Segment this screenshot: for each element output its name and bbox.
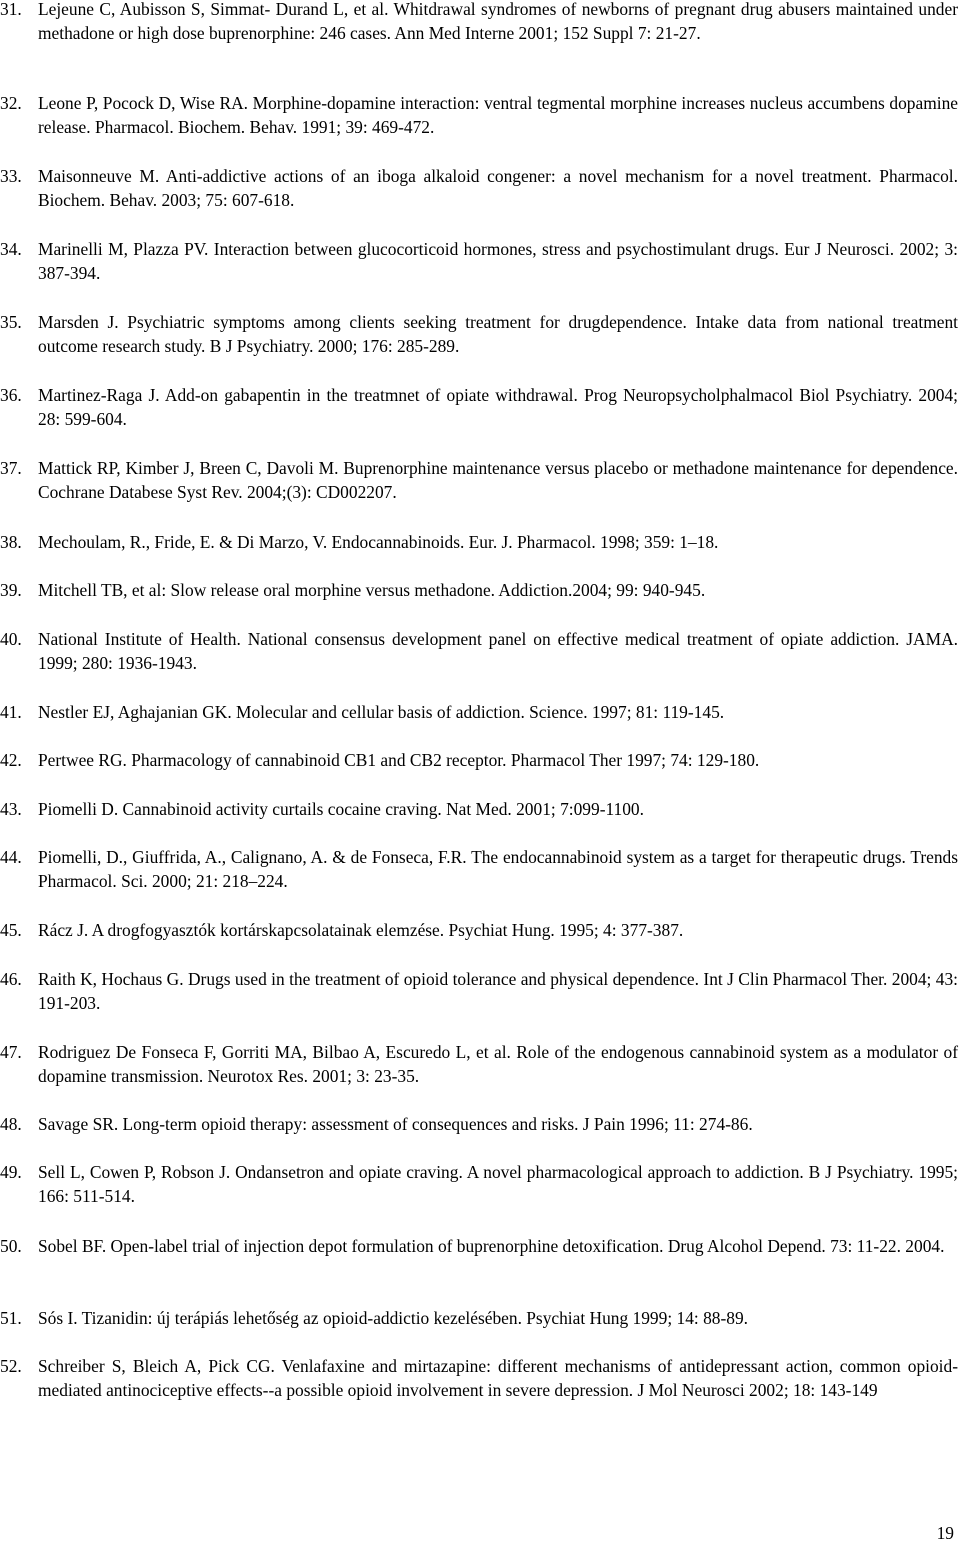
reference-text: Pertwee RG. Pharmacology of cannabinoid CB1 and CB2 receptor. Pharmacol Ther 1997; 74: 129-180. <box>38 750 760 770</box>
reference-item <box>0 918 958 942</box>
reference-item <box>0 1234 958 1258</box>
reference-number: 44. <box>0 847 22 867</box>
reference-item <box>0 700 958 724</box>
reference-number: 47. <box>0 1042 22 1062</box>
reference-item <box>0 530 958 554</box>
reference-text: Piomelli, D., Giuffrida, A., Calignano, A. & de Fonseca, F.R. The endocannabinoid system as a target for therapeutic drugs. Trends Pharmacol. Sci. 2000; 21: 218–224. <box>38 847 958 892</box>
reference-item <box>0 578 958 602</box>
reference-item <box>0 1160 958 1209</box>
reference-text: Rácz J. A drogfogyasztók kortárskapcsolatainak elemzése. Psychiat Hung. 1995; 4: 377-387. <box>38 920 684 940</box>
reference-text: Sós I. Tizanidin: új terápiás lehetőség az opioid-addictio kezelésében. Psychiat Hung 1999; 14: 88-89. <box>38 1308 748 1328</box>
reference-number: 40. <box>0 629 22 649</box>
reference-item <box>0 967 958 1016</box>
reference-number: 41. <box>0 702 22 722</box>
reference-text: National Institute of Health. National consensus development panel on effective medical treatment of opiate addiction. JAMA. 1999; 280: 1936-1943. <box>38 629 958 674</box>
reference-number: 52. <box>0 1356 22 1376</box>
reference-text: Mechoulam, R., Fride, E. & Di Marzo, V. Endocannabinoids. Eur. J. Pharmacol. 1998; 359: 1–18. <box>38 532 719 552</box>
reference-item <box>0 456 958 505</box>
reference-number: 32. <box>0 93 22 113</box>
reference-text: Savage SR. Long-term opioid therapy: assessment of consequences and risks. J Pain 1996; 11: 274-86. <box>38 1114 753 1134</box>
reference-item <box>0 627 958 676</box>
reference-number: 51. <box>0 1308 22 1328</box>
reference-item <box>0 0 958 46</box>
reference-text: Schreiber S, Bleich A, Pick CG. Venlafaxine and mirtazapine: different mechanisms of antidepressant action, common opioid-mediated antinociceptive effects--a possible opioid involvement in severe depression. J Mol Neurosci 2002; 18: 143-149 <box>38 1356 958 1401</box>
reference-text: Nestler EJ, Aghajanian GK. Molecular and cellular basis of addiction. Science. 1997; 81: 119-145. <box>38 702 725 722</box>
reference-number: 50. <box>0 1236 22 1256</box>
reference-text: Maisonneuve M. Anti-addictive actions of an iboga alkaloid congener: a novel mechanism for a novel treatment. Pharmacol. Biochem. Behav. 2003; 75: 607-618. <box>38 166 958 211</box>
reference-text: Mattick RP, Kimber J, Breen C, Davoli M. Buprenorphine maintenance versus placebo or methadone maintenance for dependence. Cochrane Databese Syst Rev. 2004;(3): CD002207. <box>38 458 958 503</box>
reference-item <box>0 237 958 286</box>
reference-number: 45. <box>0 920 22 940</box>
reference-item <box>0 310 958 359</box>
reference-number: 38. <box>0 532 22 552</box>
reference-text: Sobel BF. Open-label trial of injection depot formulation of buprenorphine detoxification. Drug Alcohol Depend. 73: 11-22. 2004. <box>38 1236 945 1256</box>
reference-number: 48. <box>0 1114 22 1134</box>
reference-number: 33. <box>0 166 22 186</box>
reference-number: 42. <box>0 750 22 770</box>
reference-number: 36. <box>0 385 22 405</box>
reference-item <box>0 1354 958 1403</box>
reference-item <box>0 383 958 432</box>
reference-number: 39. <box>0 580 22 600</box>
reference-number: 46. <box>0 969 22 989</box>
reference-item <box>0 845 958 894</box>
reference-text: Marsden J. Psychiatric symptoms among clients seeking treatment for drugdependence. Intake data from national treatment outcome research study. B J Psychiatry. 2000; 176: 285-289. <box>38 312 958 357</box>
reference-text: Piomelli D. Cannabinoid activity curtails cocaine craving. Nat Med. 2001; 7:099-1100. <box>38 799 644 819</box>
reference-item <box>0 1040 958 1089</box>
reference-number: 31. <box>0 0 22 19</box>
reference-text: Raith K, Hochaus G. Drugs used in the treatment of opioid tolerance and physical dependence. Int J Clin Pharmacol Ther. 2004; 43: 191-203. <box>38 969 958 1014</box>
reference-text: Leone P, Pocock D, Wise RA. Morphine-dopamine interaction: ventral tegmental morphine increases nucleus accumbens dopamine release. Pharmacol. Biochem. Behav. 1991; 39: 469-472. <box>38 93 958 138</box>
reference-text: Martinez-Raga J. Add-on gabapentin in the treatmnet of opiate withdrawal. Prog Neuropsycholphalmacol Biol Psychiatry. 2004; 28: 599-604. <box>38 385 958 430</box>
reference-number: 49. <box>0 1162 22 1182</box>
reference-text: Marinelli M, Plazza PV. Interaction between glucocorticoid hormones, stress and psychostimulant drugs. Eur J Neurosci. 2002; 3: 387-394. <box>38 239 958 284</box>
reference-item <box>0 91 958 140</box>
reference-item <box>0 1112 958 1136</box>
reference-number: 35. <box>0 312 22 332</box>
reference-number: 43. <box>0 799 22 819</box>
reference-number: 37. <box>0 458 22 478</box>
page-number: 19 <box>936 1523 954 1543</box>
reference-text: Rodriguez De Fonseca F, Gorriti MA, Bilbao A, Escuredo L, et al. Role of the endogenous cannabinoid system as a modulator of dopamine transmission. Neurotox Res. 2001; 3: 23-35. <box>38 1042 958 1087</box>
reference-item <box>0 748 958 772</box>
reference-item <box>0 1306 958 1330</box>
reference-text: Lejeune C, Aubisson S, Simmat- Durand L, et al. Whitdrawal syndromes of newborns of pregnant drug abusers maintained under methadone or high dose buprenorphine: 246 cases. Ann Med Interne 2001; 152 Suppl 7: 21-27. <box>38 0 958 44</box>
reference-text: Mitchell TB, et al: Slow release oral morphine versus methadone. Addiction.2004; 99: 940-945. <box>38 580 706 600</box>
reference-item <box>0 164 958 213</box>
reference-number: 34. <box>0 239 22 259</box>
reference-text: Sell L, Cowen P, Robson J. Ondansetron and opiate craving. A novel pharmacological approach to addiction. B J Psychiatry. 1995; 166: 511-514. <box>38 1162 958 1207</box>
reference-item <box>0 797 958 821</box>
